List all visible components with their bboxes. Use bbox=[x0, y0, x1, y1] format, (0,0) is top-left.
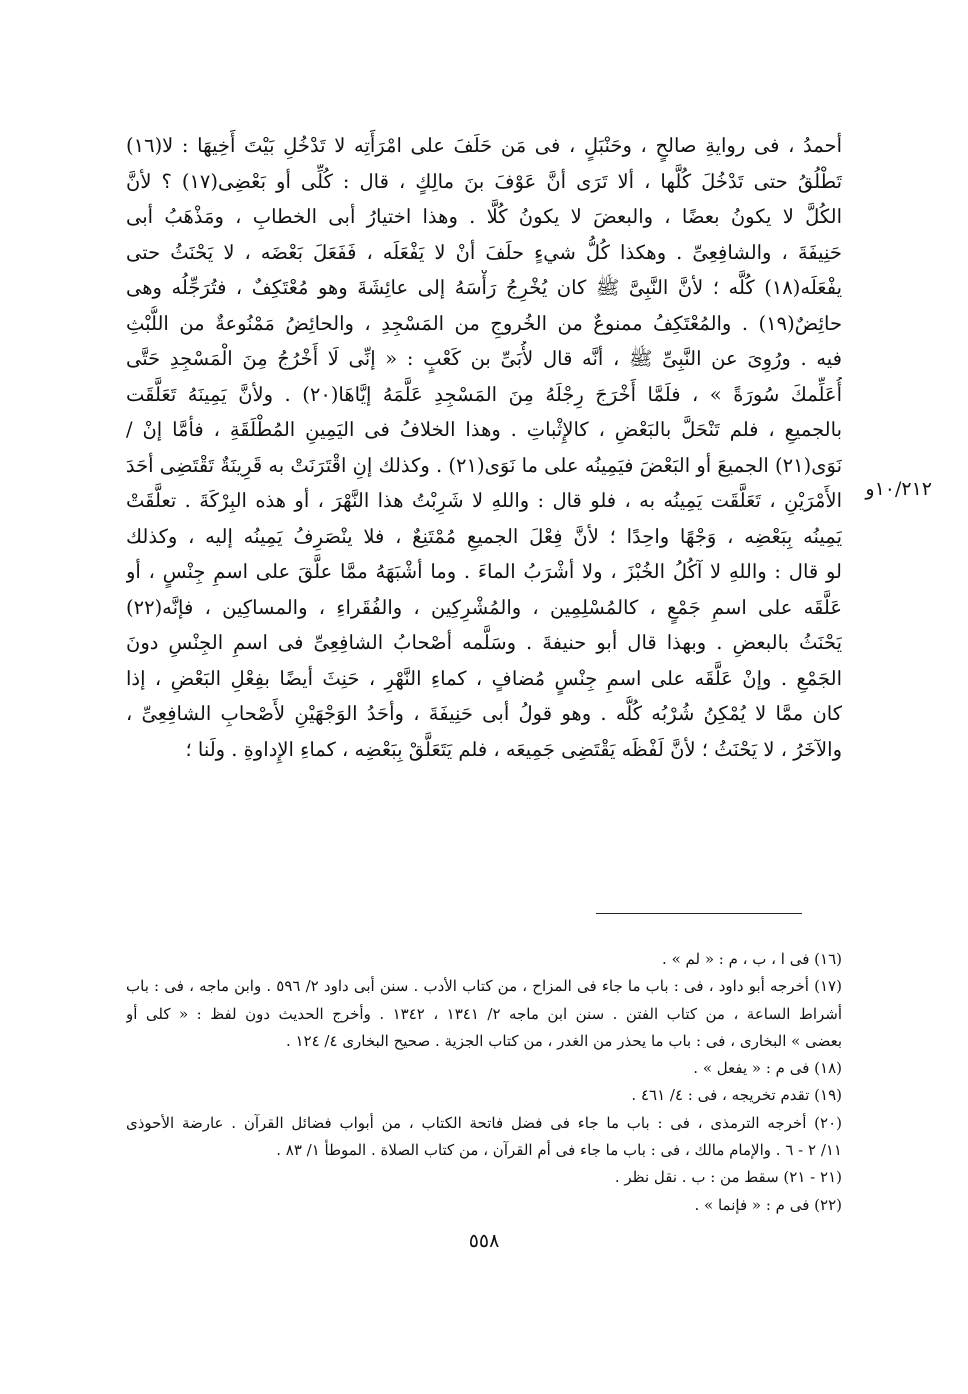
footnote-line: بعضى » البخارى ، فى : باب ما يحذر من الغدر ، من كتاب الجزية . صحيح البخارى ٤/ ١٢٤ . bbox=[285, 1031, 842, 1050]
footnote-line: (١٩) تقدم تخريجه ، فى : ٤/ ٤٦١ . bbox=[631, 1086, 842, 1105]
text-line: أُعَلِّمكَ سُورَةً » ، فلَمَّا أَخْرَجَ رِجْلَهُ مِنَ المَسْجِدِ عَلَّمَهُ إيَّاهَا(٢٠) . ولأنَّ يَمِينَهُ تَعَلَّقَت bbox=[126, 382, 842, 406]
text-line: حَنِيفَةَ ، والشافِعِىِّ . وهكذا كُلُّ شيءٍ حلَفَ أنْ لا يَفْعَلَه ، فَفَعَلَ بَعْضَه ، لا يَحْنَثُ حتى bbox=[126, 240, 842, 264]
footnote-line: (٢١ - ٢١) سقط من : ب . نقل نظر . bbox=[614, 1168, 842, 1187]
text-line: كان ممَّا لا يُمْكِنُ شُرْبُه كُلُّه . وهو قولُ أبى حَنِيفَةَ ، وأحَدُ الوَجْهَيْنِ لأَصْحابِ الشافِعِىِّ ، bbox=[126, 702, 842, 725]
text-line: حائِضٌ(١٩) . والمُعْتَكِفُ ممنوعٌ من الخُروجِ من المَسْجِدِ ، والحائِضُ مَمْنُوعةٌ من اللُّبْثِ bbox=[126, 311, 842, 335]
footnotes bbox=[126, 946, 842, 1219]
text-line: الجَمْعِ . وإنْ عَلَّقَه على اسمِ جِنْسٍ مُضافٍ ، كماءِ النَّهْرِ ، حَنِثَ أيضًا بفِعْلِ البَعْضِ ، إذا bbox=[126, 666, 842, 690]
text-line: الكُلَّ لا يكونُ بعضًا ، والبعضَ لا يكونُ كُلًّا . وهذا اختيارُ أبى الخطابِ ، ومَذْهَبُ أبى bbox=[126, 205, 842, 228]
folio-margin-note: ١٠/٢١٢و bbox=[865, 478, 932, 500]
text-line: يفْعَلَه(١٨) كُلَّه ؛ لأنَّ النَّبِىَّ ﷺ كان يُخْرِجُ رَأْسَهُ إلى عائِشَةَ وهو مُعْتَكِفٌ ، فتُرَجِّلُه وهى bbox=[126, 276, 842, 299]
footnote-line: ١١/ ٢ - ٦ . والإمام مالك ، فى : باب ما جاء فى أم القرآن ، من كتاب الصلاة . الموطأ ١/ ٨٣ . bbox=[276, 1141, 842, 1160]
main-text bbox=[126, 128, 842, 767]
text-line: فيه . ورُوِىَ عن النَّبِىِّ ﷺ ، أنَّه قال لأُبَىِّ بن كَعْبٍ : « إنِّى لَا أَخْرُجُ مِنَ الْمَسْجِدِ حَتَّى bbox=[126, 347, 842, 370]
text-line: عَلَّقَه على اسمِ جَمْعٍ ، كالمُسْلِمِين ، والمُشْرِكِين ، والفُقَراءِ ، والمساكِين ، فإنَّه(٢٢) bbox=[126, 595, 842, 619]
footnote-line: (١٦) فى ا ، ب ، م : « لم » . bbox=[662, 950, 842, 968]
footnote-line: (٢٠) أخرجه الترمذى ، فى : باب ما جاء فى فضل فاتحة الكتاب ، من أبواب فضائل القرآن . عارضة الأحوذى bbox=[126, 1113, 842, 1132]
footnote-line: (١٨) فى م : « يفعل » . bbox=[693, 1059, 842, 1078]
text-line: يَحْنَثُ بالبعضِ . وبهذا قال أبو حنيفةَ . وسَلَّمه أصْحابُ الشافِعِىِّ فى اسمِ الجِنْسِ دونَ bbox=[126, 631, 842, 654]
text-line: نَوَى(٢١) الجميعَ أو البَعْضَ فيَمِينُه على ما نَوَى(٢١) . وكذلك إنِ اقْتَرَنَتْ به قَرِينَةٌ تَقْتَضِى أحَدَ bbox=[126, 453, 842, 477]
footnote-line: (١٧) أخرجه أبو داود ، فى : باب ما جاء فى المزاح ، من كتاب الأدب . سنن أبى داود ٢/ ٥٩٦ . وابن ماجه ، فى : باب bbox=[126, 977, 842, 996]
footnote-line: أشراط الساعة ، من كتاب الفتن . سنن ابن ماجه ٢/ ١٣٤١ ، ١٣٤٢ . وأخرج الحديث دون لفظ : « كلى أو bbox=[126, 1004, 842, 1023]
footnote-line: (٢٢) فى م : « فإنما » . bbox=[694, 1195, 842, 1214]
text-line: الأَمْرَيْنِ ، تَعَلَّقَت يَمِينُه به ، فلو قال : واللهِ لا شَرِبْتُ هذا النَّهْرَ ، أو هذه البِرْكَةَ . تعلَّقَتْ bbox=[126, 489, 842, 512]
text-line: تَطْلُقُ حتى تَدْخُلَ كُلَّها ، ألا تَرَى أنَّ عَوْفَ بنَ مالِكٍ ، قال : كُلِّى أو بَعْضِى(١٧) ؟ لأنَّ bbox=[126, 169, 842, 193]
text-line: بالجميعِ ، فلم تَنْحَلَّ بالبَعْضِ ، كالإِثْباتِ . وهذا الخلافُ فى اليَمِينِ المُطْلَقَةِ ، فأمَّا إنْ / bbox=[126, 418, 842, 441]
footnote-separator bbox=[596, 913, 802, 914]
text-line: يَمِينُه بِبَعْضِه ، وَجْهًا واحِدًا ؛ لأنَّ فِعْلَ الجميعِ مُمْتَنِعٌ ، فلا ينْصَرِفُ يَمِينُه إليه ، وكذلك bbox=[126, 524, 842, 548]
text-line: لو قال : واللهِ لا آكُلُ الخُبْزَ ، ولا أشْرَبُ الماءَ . وما أشْبَهَهُ ممَّا علَّقَ على اسمِ جِنْسٍ ، أو bbox=[126, 560, 842, 583]
text-line: أحمدُ ، فى روايةِ صالحٍ ، وحَنْبَلٍ ، فى مَن حَلَفَ على امْرَأَتِه لا تَدْخُلِ بَيْتَ أَخِيهَا : لا(١٦) bbox=[126, 134, 842, 157]
text-line: والآخَرُ ، لا يَحْنَثُ ؛ لأنَّ لَفْظَه يَقْتَضِى جَمِيعَه ، فلم يَتَعَلَّقْ بِبَعْضِه ، كماءِ الإِداوةِ . ولَنا ؛ bbox=[185, 737, 842, 761]
page-number: ٥٥٨ bbox=[468, 1230, 500, 1252]
